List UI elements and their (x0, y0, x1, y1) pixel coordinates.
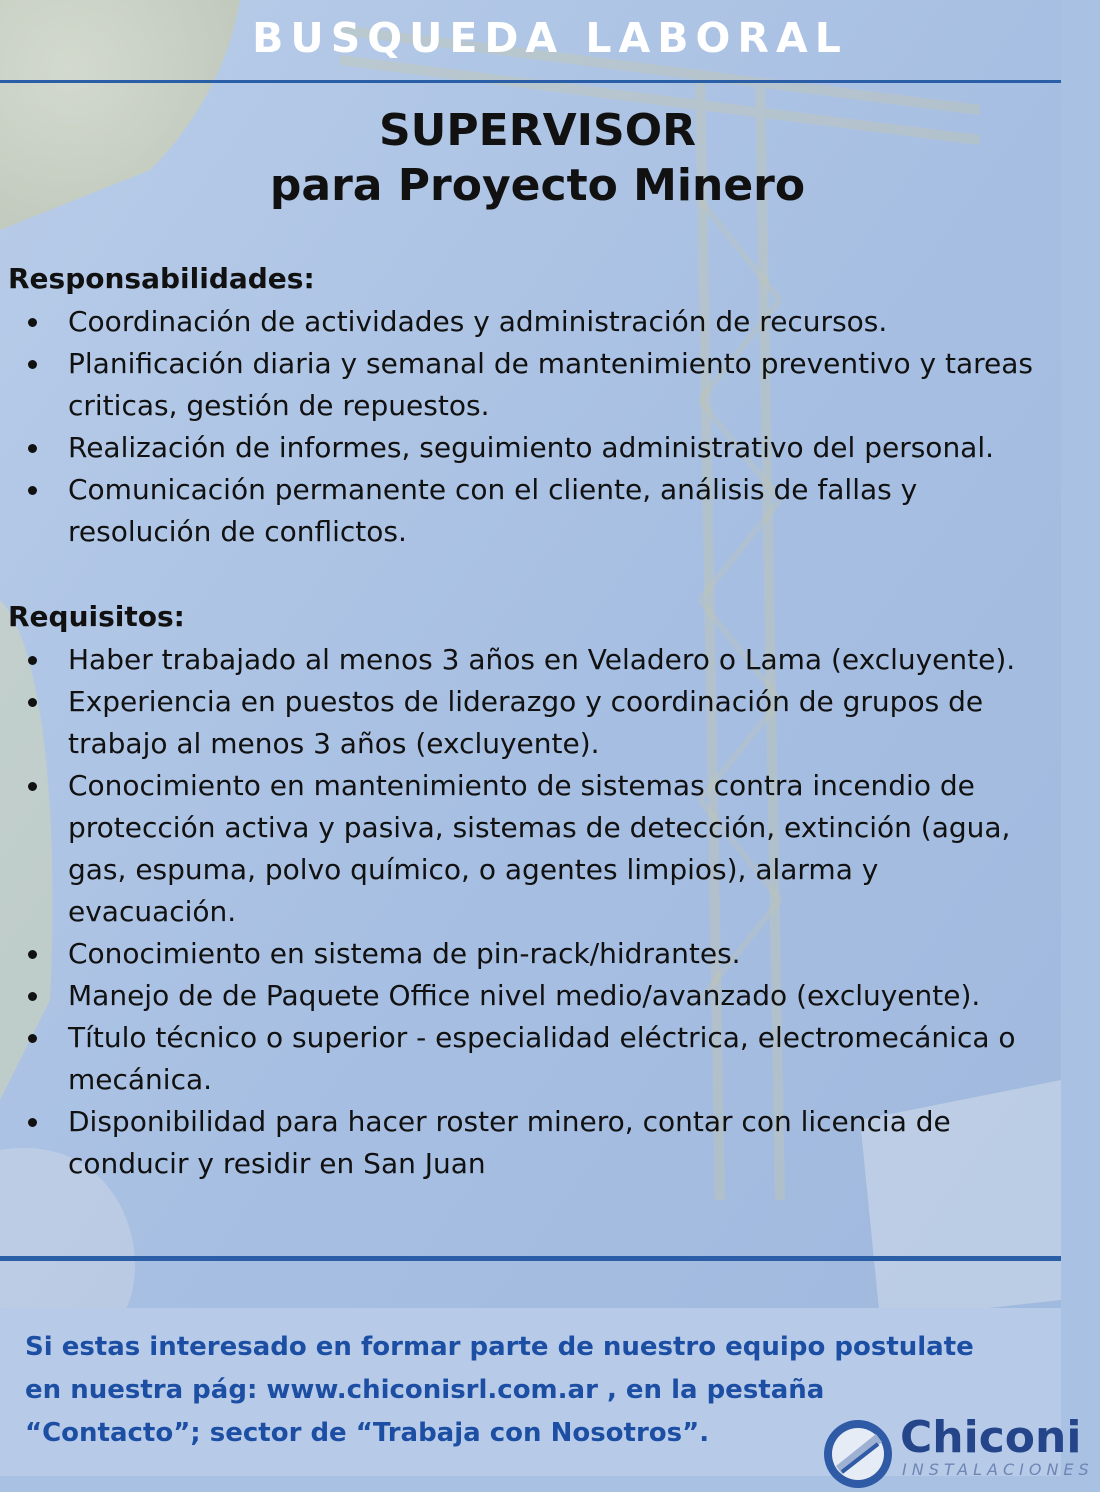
requisitos-item-line: mecánica. (68, 1063, 213, 1096)
footer-line3: “Contacto”; sector de “Trabaja con Nosotros”. (25, 1418, 710, 1448)
responsabilidades-item-line: Coordinación de actividades y administración de recursos. (68, 305, 888, 338)
top-divider (0, 80, 1061, 83)
requisitos-item-line: trabajo al menos 3 años (excluyente). (68, 727, 600, 760)
job-content (8, 257, 1061, 1185)
chiconi-logo (818, 1410, 1094, 1479)
bullet-dot-icon (28, 698, 37, 707)
requisitos-item-line: conducir y residir en San Juan (68, 1147, 486, 1180)
bullet-dot-icon (28, 992, 37, 1001)
responsabilidades-heading: Responsabilidades: (8, 262, 315, 295)
bullet-dot-icon (28, 656, 37, 665)
bullet-dot-icon (28, 1034, 37, 1043)
header-title: BUSQUEDA LABORAL (252, 14, 848, 62)
bullet-dot-icon (28, 950, 37, 959)
bullet-dot-icon (28, 318, 37, 327)
logo-name: Chiconi (900, 1412, 1082, 1463)
responsabilidades-item (8, 343, 1061, 427)
bullet-dot-icon (28, 1118, 37, 1127)
requisitos-item-line: Experiencia en puestos de liderazgo y coordinación de grupos de (68, 685, 984, 718)
chiconi-logo-icon (820, 1416, 896, 1492)
bullet-dot-icon (28, 486, 37, 495)
requisitos-item-line: gas, espuma, polvo químico, o agentes limpios), alarma y (68, 853, 879, 886)
responsabilidades-item-line: Planificación diaria y semanal de mantenimiento preventivo y tareas (68, 347, 1033, 380)
bullet-dot-icon (28, 444, 37, 453)
requisitos-item (8, 933, 1061, 975)
footer-line1: Si estas interesado en formar parte de nuestro equipo postulate (25, 1332, 974, 1362)
bullet-dot-icon (28, 360, 37, 369)
job-title-line1: SUPERVISOR (378, 105, 696, 156)
logo-subtitle: INSTALACIONES (902, 1460, 1094, 1479)
bullet-dot-icon (28, 782, 37, 791)
requisitos-item (8, 1017, 1061, 1101)
requisitos-item-line: Título técnico o superior - especialidad eléctrica, electromecánica o (68, 1021, 1016, 1054)
requisitos-heading: Requisitos: (8, 600, 185, 633)
responsabilidades-item-line: Realización de informes, seguimiento administrativo del personal. (68, 431, 995, 464)
requisitos-item (8, 765, 1061, 933)
job-title-line2: para Proyecto Minero (269, 160, 806, 211)
requisitos-item-line: Conocimiento en mantenimiento de sistemas contra incendio de (68, 769, 975, 802)
responsabilidades-item-line: resolución de conflictos. (68, 515, 407, 548)
requisitos-item (8, 1101, 1061, 1185)
requisitos-item-line: evacuación. (68, 895, 237, 928)
requisitos-item-line: Haber trabajado al menos 3 años en Veladero o Lama (excluyente). (68, 643, 1016, 676)
responsabilidades-item (8, 469, 1061, 553)
requisitos-item-line: Disponibilidad para hacer roster minero, contar con licencia de (68, 1105, 951, 1138)
requisitos-item (8, 975, 1061, 1017)
requisitos-item (8, 681, 1061, 765)
requisitos-item-line: protección activa y pasiva, sistemas de detección, extinción (agua, (68, 811, 1011, 844)
responsabilidades-item-line: criticas, gestión de repuestos. (68, 389, 490, 422)
job-title (0, 103, 1075, 213)
requisitos-item-line: Conocimiento en sistema de pin-rack/hidrantes. (68, 937, 741, 970)
responsabilidades-item-line: Comunicación permanente con el cliente, análisis de fallas y (68, 473, 918, 506)
responsabilidades-item (8, 301, 1061, 343)
requisitos-item (8, 639, 1061, 681)
responsabilidades-list (8, 301, 1061, 553)
requisitos-item-line: Manejo de de Paquete Office nivel medio/avanzado (excluyente). (68, 979, 981, 1012)
footer-line2: en nuestra pág: www.chiconisrl.com.ar , en la pestaña (25, 1375, 825, 1405)
bottom-divider (0, 1256, 1061, 1261)
requisitos-list (8, 639, 1061, 1185)
responsabilidades-item (8, 427, 1061, 469)
